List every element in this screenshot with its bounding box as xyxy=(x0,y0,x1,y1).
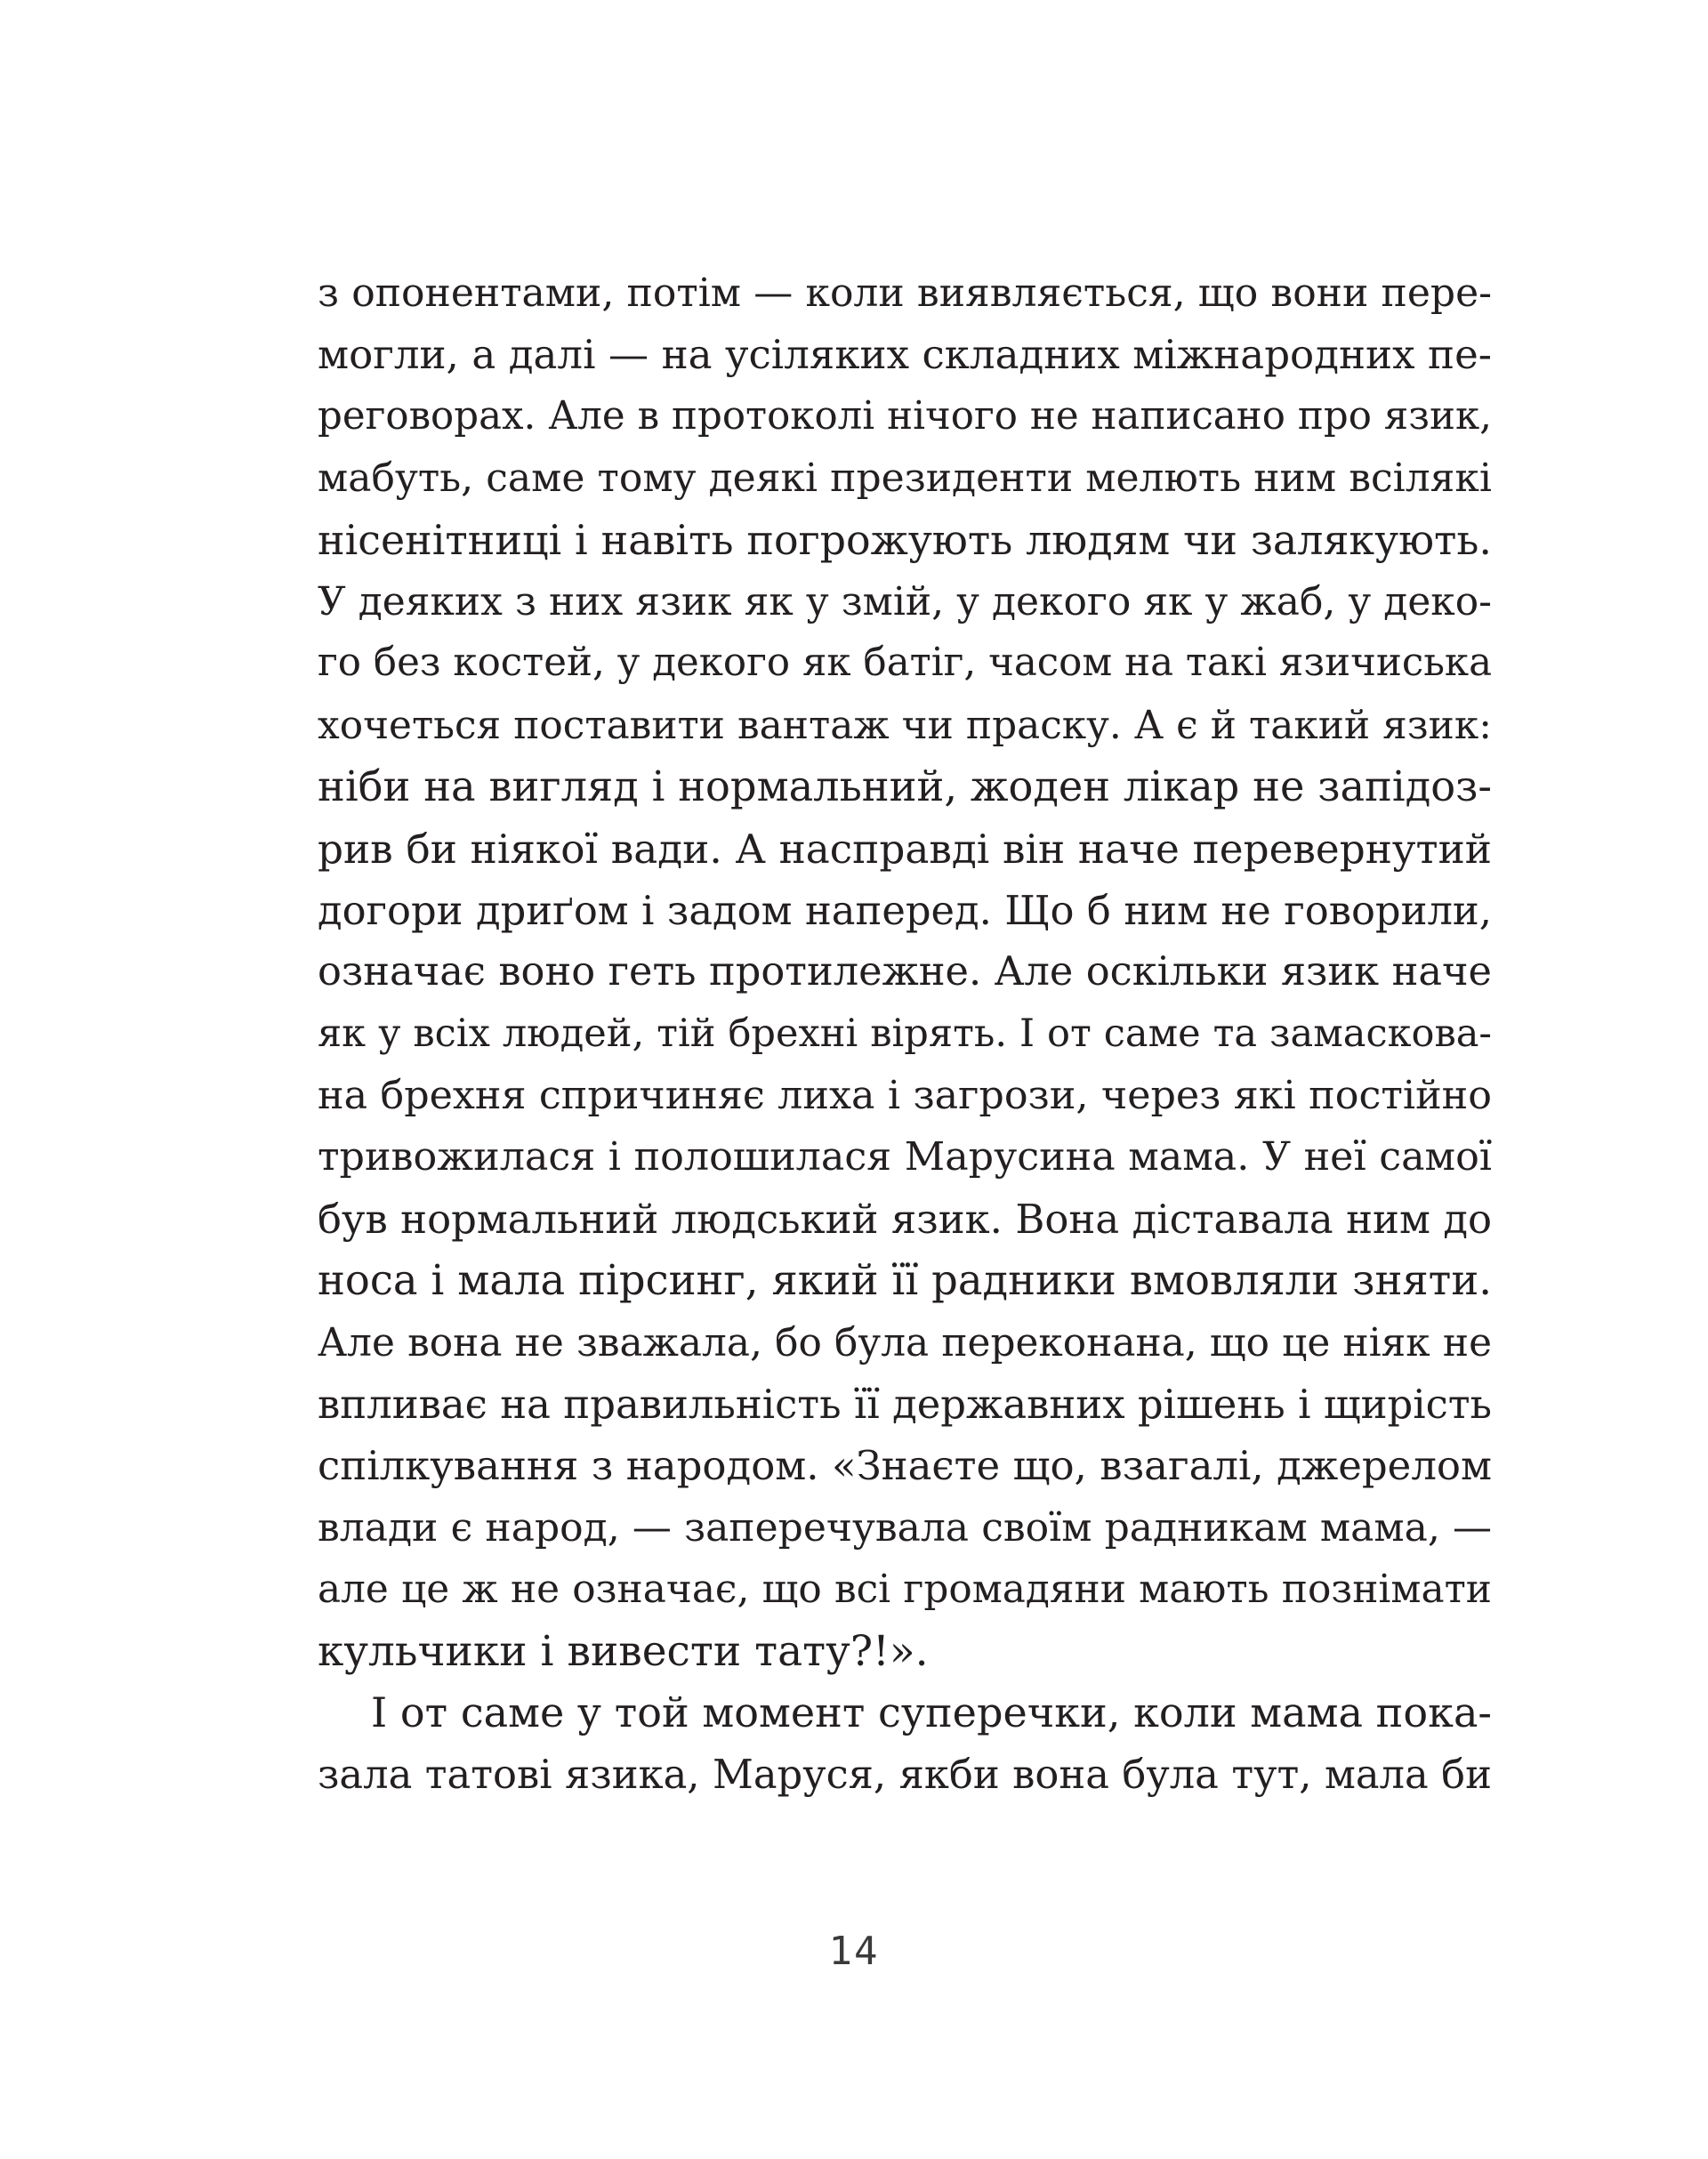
text-line: був нормальний людський язик. Вона діставала ним до xyxy=(318,1195,1492,1243)
text-line: У деяких з них язик як у змій, у декого як у жаб, у деко- xyxy=(318,578,1492,624)
text-line: реговорах. Але в протоколі нічого не написано про язик, xyxy=(318,393,1492,439)
text-line: носа і мала пірсинг, який її радники вмовляли зняти. xyxy=(318,1256,1492,1305)
text-line: І от саме у той момент суперечки, коли мама пока- xyxy=(371,1688,1492,1736)
text-line: мабуть, саме тому деякі президенти мелють ним всілякі xyxy=(318,455,1492,502)
page-number: 14 xyxy=(828,1929,880,1974)
text-line: але це ж не означає, що всі громадяни мають познімати xyxy=(318,1567,1492,1613)
body-text xyxy=(318,262,1492,1806)
text-line: кульчики і вивести тату?!». xyxy=(318,1626,929,1676)
text-line: могли, а далі — на усіляких складних міжнародних пе- xyxy=(318,331,1492,379)
text-line: хочеться поставити вантаж чи праску. А є й такий язик: xyxy=(318,702,1492,748)
text-line: Але вона не зважала, бо була переконана, що це ніяк не xyxy=(318,1319,1492,1365)
text-line: спілкування з народом. «Знаєте що, взагалі, джерелом xyxy=(318,1442,1492,1490)
text-line: з опонентами, потім — коли виявляється, що вони пере- xyxy=(318,270,1492,316)
text-line: ніби на вигляд і нормальний, жоден лікар не запідоз- xyxy=(318,762,1492,811)
text-line: означає воно геть протилежне. Але оскільки язик наче xyxy=(318,948,1492,995)
text-line: як у всіх людей, тій брехні вірять. І от саме та замаскова- xyxy=(318,1011,1492,1056)
text-line: догори дриґом і задом наперед. Що б ним не говорили, xyxy=(318,886,1492,934)
text-line: рив би ніякої вади. А насправді він наче перевернутий xyxy=(318,825,1492,873)
text-line: нісенітниці і навіть погрожують людям чи залякують. xyxy=(318,515,1492,564)
text-line: тривожилася і полошилася Марусина мама. У неї самої xyxy=(318,1134,1492,1180)
text-line: впливає на правильність її державних рішень і щирість xyxy=(318,1381,1492,1429)
text-line: влади є народ, — заперечувала своїм радникам мама, — xyxy=(318,1504,1492,1551)
text-line: зала татові язика, Маруся, якби вона була тут, мала би xyxy=(318,1751,1492,1799)
paragraph-1 xyxy=(318,262,1492,1682)
text-line: го без костей, у декого як батіг, часом на такі язичиська xyxy=(318,640,1492,686)
text-line: на брехня спричиняє лиха і загрози, через які постійно xyxy=(318,1073,1492,1119)
paragraph-2 xyxy=(318,1682,1492,1806)
